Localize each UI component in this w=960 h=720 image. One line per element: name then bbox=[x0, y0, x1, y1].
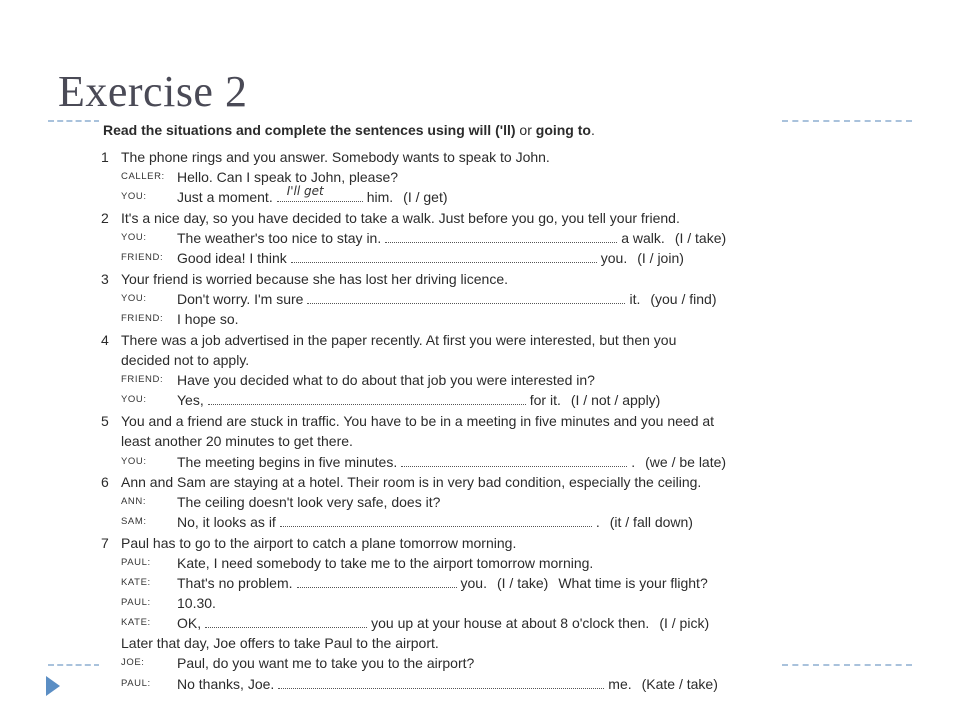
item-number: 7 bbox=[101, 535, 109, 551]
verb-hint: (I / join) bbox=[637, 250, 684, 266]
sentence-end: it. bbox=[629, 291, 641, 307]
dashed-rule-top-left bbox=[48, 120, 100, 122]
question-text: What time is your flight? bbox=[558, 575, 708, 591]
situation-text: There was a job advertised in the paper recently. At first you were interested, but then you bbox=[121, 332, 677, 348]
speaker-label: YOU: bbox=[121, 232, 147, 243]
speaker-label: PAUL: bbox=[121, 557, 151, 568]
sentence-start: Don't worry. I'm sure bbox=[177, 291, 304, 307]
sentence-start: OK, bbox=[177, 615, 202, 631]
dialogue-text: I hope so. bbox=[177, 311, 239, 327]
dialogue-text: Hello. Can I speak to John, please? bbox=[177, 169, 399, 185]
instruction-text-or: or bbox=[515, 122, 536, 138]
speaker-label: FRIEND: bbox=[121, 313, 164, 324]
item-number: 1 bbox=[101, 149, 109, 165]
sentence-end: a walk. bbox=[621, 230, 665, 246]
sentence-end: . bbox=[631, 454, 636, 470]
sentence-end: him. bbox=[366, 189, 394, 205]
verb-hint: (I / pick) bbox=[659, 615, 710, 631]
handwritten-answer: I'll get bbox=[286, 184, 324, 198]
sentence-start: The weather's too nice to stay in. bbox=[177, 230, 382, 246]
situation-text: It's a nice day, so you have decided to take a walk. Just before you go, you tell your friend. bbox=[121, 210, 680, 226]
item-number: 5 bbox=[101, 413, 109, 429]
speaker-label: KATE: bbox=[121, 617, 151, 628]
triangle-right-icon[interactable] bbox=[44, 674, 62, 698]
situation-text: decided not to apply. bbox=[121, 352, 250, 368]
speaker-label: YOU: bbox=[121, 293, 147, 304]
item-number: 4 bbox=[101, 332, 109, 348]
exercise-document bbox=[99, 116, 781, 700]
dashed-rule-bottom-left bbox=[48, 664, 100, 666]
situation-text: You and a friend are stuck in traffic. You have to be in a meeting in five minutes and you need at bbox=[121, 413, 715, 429]
speaker-label: PAUL: bbox=[121, 597, 151, 608]
sentence-end: you. bbox=[600, 250, 628, 266]
verb-hint: (I / get) bbox=[403, 189, 448, 205]
instruction-keyword-will: will ('ll) bbox=[468, 122, 516, 138]
slide-title: Exercise 2 bbox=[58, 67, 248, 116]
speaker-label: FRIEND: bbox=[121, 252, 164, 263]
answer-blank[interactable] bbox=[291, 250, 597, 263]
dialogue-text: The ceiling doesn't look very safe, does it? bbox=[177, 494, 441, 510]
sentence-end: me. bbox=[608, 676, 632, 692]
answer-blank[interactable] bbox=[205, 615, 367, 628]
sentence-end: you. bbox=[460, 575, 487, 591]
verb-hint: (I / take) bbox=[674, 230, 727, 246]
dialogue-text: Paul, do you want me to take you to the airport? bbox=[177, 655, 475, 671]
answer-blank[interactable] bbox=[297, 575, 457, 588]
dashed-rule-top-right bbox=[782, 120, 912, 122]
verb-hint: (Kate / take) bbox=[641, 676, 718, 692]
verb-hint: (we / be late) bbox=[645, 454, 727, 470]
dialogue-text: Kate, I need somebody to take me to the airport tomorrow morning. bbox=[177, 555, 594, 571]
dialogue-text: 10.30. bbox=[177, 595, 216, 611]
sentence-end: . bbox=[595, 514, 600, 530]
verb-hint: (I / take) bbox=[496, 575, 549, 591]
item-number: 2 bbox=[101, 210, 109, 226]
situation-text: Ann and Sam are staying at a hotel. Their room is in very bad condition, especially the ceiling. bbox=[121, 474, 702, 490]
sentence-end: you up at your house at about 8 o'clock then. bbox=[371, 615, 650, 631]
item-number: 3 bbox=[101, 271, 109, 287]
sentence-start: Yes, bbox=[177, 392, 204, 408]
sentence-start: That's no problem. bbox=[177, 575, 293, 591]
speaker-label: YOU: bbox=[121, 456, 147, 467]
verb-hint: (it / fall down) bbox=[609, 514, 693, 530]
answer-blank[interactable] bbox=[401, 454, 627, 467]
instruction-keyword-going-to: going to bbox=[535, 122, 591, 138]
verb-hint: (I / not / apply) bbox=[570, 392, 661, 408]
situation-text: Your friend is worried because she has lost her driving licence. bbox=[121, 271, 509, 287]
dialogue-text: Have you decided what to do about that job you were interested in? bbox=[177, 372, 595, 388]
dashed-rule-bottom-right bbox=[782, 664, 912, 666]
speaker-label: FRIEND: bbox=[121, 374, 164, 385]
speaker-label: SAM: bbox=[121, 516, 147, 527]
speaker-label: YOU: bbox=[121, 191, 147, 202]
situation-text: least another 20 minutes to get there. bbox=[121, 433, 353, 449]
answer-blank[interactable] bbox=[385, 230, 617, 243]
answer-blank[interactable] bbox=[278, 676, 604, 689]
speaker-label: ANN: bbox=[121, 496, 147, 507]
sentence-start: The meeting begins in five minutes. bbox=[177, 454, 398, 470]
situation-text: Paul has to go to the airport to catch a plane tomorrow morning. bbox=[121, 535, 517, 551]
speaker-label: KATE: bbox=[121, 577, 151, 588]
speaker-label: JOE: bbox=[121, 657, 145, 668]
speaker-label: PAUL: bbox=[121, 678, 151, 689]
answer-blank[interactable] bbox=[280, 514, 592, 527]
answer-blank[interactable] bbox=[208, 392, 526, 405]
answer-blank[interactable] bbox=[277, 184, 363, 202]
situation-text: The phone rings and you answer. Somebody wants to speak to John. bbox=[121, 149, 550, 165]
answer-blank[interactable] bbox=[307, 291, 625, 304]
instruction-period: . bbox=[590, 122, 595, 138]
sentence-end: for it. bbox=[529, 392, 561, 408]
speaker-label: YOU: bbox=[121, 394, 147, 405]
sentence-start: Just a moment. bbox=[177, 189, 273, 205]
sentence-start: No, it looks as if bbox=[177, 514, 276, 530]
speaker-label: CALLER: bbox=[121, 171, 165, 182]
instruction-text: Read the situations and complete the sentences using bbox=[103, 122, 469, 138]
verb-hint: (you / find) bbox=[650, 291, 717, 307]
sentence-start: No thanks, Joe. bbox=[177, 676, 275, 692]
situation-text: Later that day, Joe offers to take Paul to the airport. bbox=[121, 635, 439, 651]
item-number: 6 bbox=[101, 474, 109, 490]
sentence-start: Good idea! I think bbox=[177, 250, 287, 266]
